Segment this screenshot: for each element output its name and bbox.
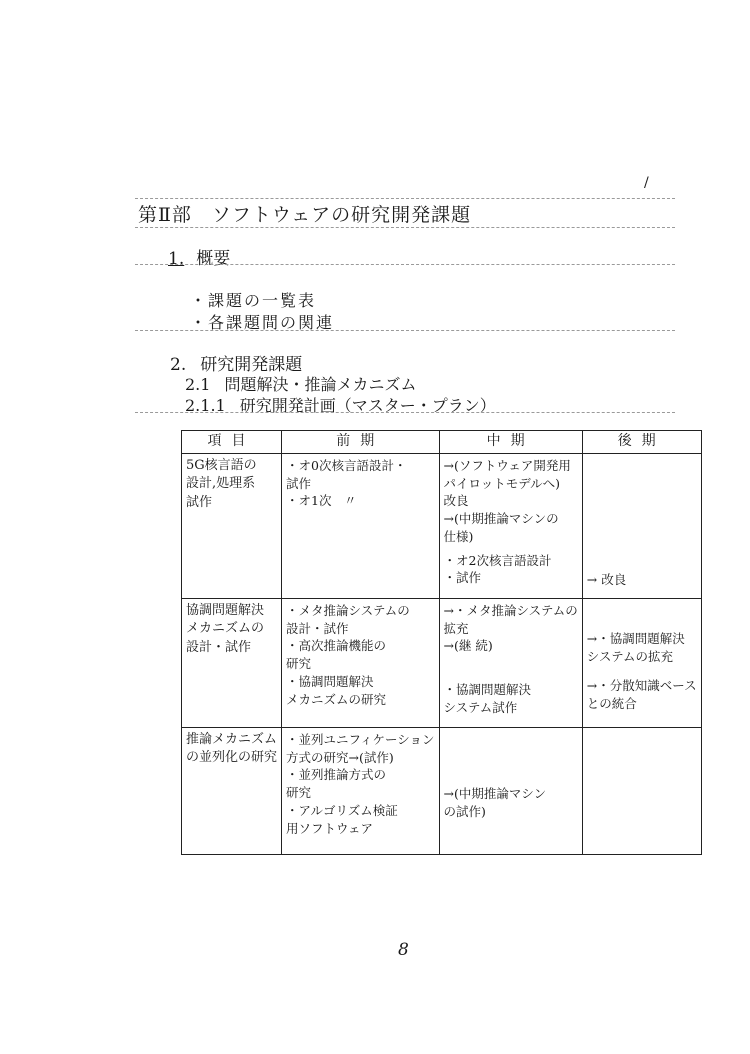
- section-title: 概要: [196, 249, 231, 269]
- cell-line: →(中期推論マシンの: [443, 511, 559, 527]
- header-item: 項目: [182, 431, 282, 454]
- cell-line: との統合: [586, 696, 637, 712]
- table-row: [182, 598, 702, 727]
- cell-line: →・分散知識ベース: [586, 678, 697, 694]
- cell-line: メカニズムの: [186, 621, 265, 637]
- part-title: 第Ⅱ部 ソフトウェアの研究開発課題: [138, 204, 472, 226]
- cell-line: ・並列推論方式の: [286, 767, 387, 783]
- cell-line: の並列化の研究: [186, 750, 278, 766]
- cell-line: 拡充: [443, 620, 469, 636]
- cell-item: [182, 453, 282, 598]
- cell-line: パイロットモデルへ): [443, 475, 561, 491]
- cell-line: メカニズムの研究: [286, 691, 387, 707]
- cell-late: [582, 727, 701, 854]
- cell-line: →(継 続): [443, 638, 493, 654]
- cell-item: [182, 727, 282, 854]
- cell-line: ・協調問題解決: [286, 673, 374, 689]
- section-2-1-heading: [185, 372, 416, 395]
- cell-line: 研究: [286, 785, 312, 801]
- ruled-line: [135, 412, 675, 413]
- section-number: 2.: [170, 355, 187, 375]
- cell-line: ・協調問題解決: [443, 682, 532, 698]
- table-header-row: [182, 431, 702, 454]
- master-plan-table: [181, 430, 702, 855]
- section-title: 問題解決・推論メカニズム: [224, 375, 417, 394]
- cell-line: →・協調問題解決: [586, 630, 685, 646]
- bullet-item: ・課題の一覧表: [190, 291, 317, 310]
- cell-line: 推論メカニズム: [186, 731, 278, 747]
- cell-line: 設計・試作: [286, 620, 349, 636]
- cell-early: [282, 727, 440, 854]
- cell-line: →・メタ推論システムの: [443, 602, 578, 618]
- cell-line: →(中期推論マシン: [443, 785, 547, 801]
- cell-line: ・オ0次核言語設計・: [286, 457, 407, 473]
- cell-line: の試作): [443, 803, 486, 819]
- cell-item: [182, 598, 282, 727]
- table-row: [182, 453, 702, 598]
- section-number: 2.1.1: [185, 396, 226, 415]
- cell-line: ・高次推論機能の: [286, 638, 387, 654]
- section-title: 研究開発課題: [200, 355, 303, 375]
- cell-middle: [439, 727, 582, 854]
- page-number: 8: [398, 940, 409, 960]
- cell-line: ・メタ推論システムの: [286, 602, 410, 618]
- section-title: 研究開発計画（マスター・プラン）: [239, 396, 496, 415]
- cell-line: システム試作: [443, 699, 518, 715]
- section-1-heading: [168, 244, 230, 269]
- table-row: [182, 727, 702, 854]
- cell-line: →(ソフトウェア開発用: [443, 457, 571, 473]
- cell-line: ・試作: [443, 570, 482, 586]
- cell-line: ・オ2次核言語設計: [443, 552, 552, 568]
- cell-line: システムの拡充: [586, 648, 674, 664]
- cell-line: 方式の研究→(試作): [286, 749, 394, 765]
- cell-early: [282, 453, 440, 598]
- ruled-line: [135, 198, 675, 199]
- cell-line: 試作: [186, 494, 213, 510]
- cell-middle: [439, 598, 582, 727]
- ruled-line: [135, 264, 675, 265]
- cell-line: 5G核言語の: [186, 457, 257, 473]
- ruled-line: [135, 227, 675, 228]
- cell-line: → 改良: [586, 571, 627, 587]
- cell-line: ・並列ユニフィケーション: [286, 731, 435, 747]
- cell-line: ・アルゴリズム検証: [286, 802, 398, 818]
- cell-line: 用ソフトウェア: [286, 820, 374, 836]
- cell-middle: [439, 453, 582, 598]
- ruled-line: [135, 330, 675, 331]
- section-number: 1.: [168, 249, 185, 269]
- bullet-item: ・各課題間の関連: [190, 313, 335, 332]
- section-number: 2.1: [185, 375, 211, 394]
- cell-late: [582, 598, 701, 727]
- header-late: 後期: [582, 431, 701, 454]
- header-middle: 中期: [439, 431, 582, 454]
- cell-line: 設計,処理系: [186, 476, 256, 492]
- header-early: 前期: [282, 431, 440, 454]
- cell-line: 設計・試作: [186, 639, 252, 655]
- cell-line: 改良: [443, 493, 469, 509]
- cell-late: [582, 453, 701, 598]
- cell-line: 協調問題解決: [186, 602, 265, 618]
- cell-line: 仕様): [443, 528, 474, 544]
- cell-line: 試作: [286, 475, 312, 491]
- cell-line: 研究: [286, 656, 312, 672]
- cell-early: [282, 598, 440, 727]
- cell-line: ・オ1次 〃: [286, 493, 357, 509]
- page-mark: /: [644, 175, 649, 191]
